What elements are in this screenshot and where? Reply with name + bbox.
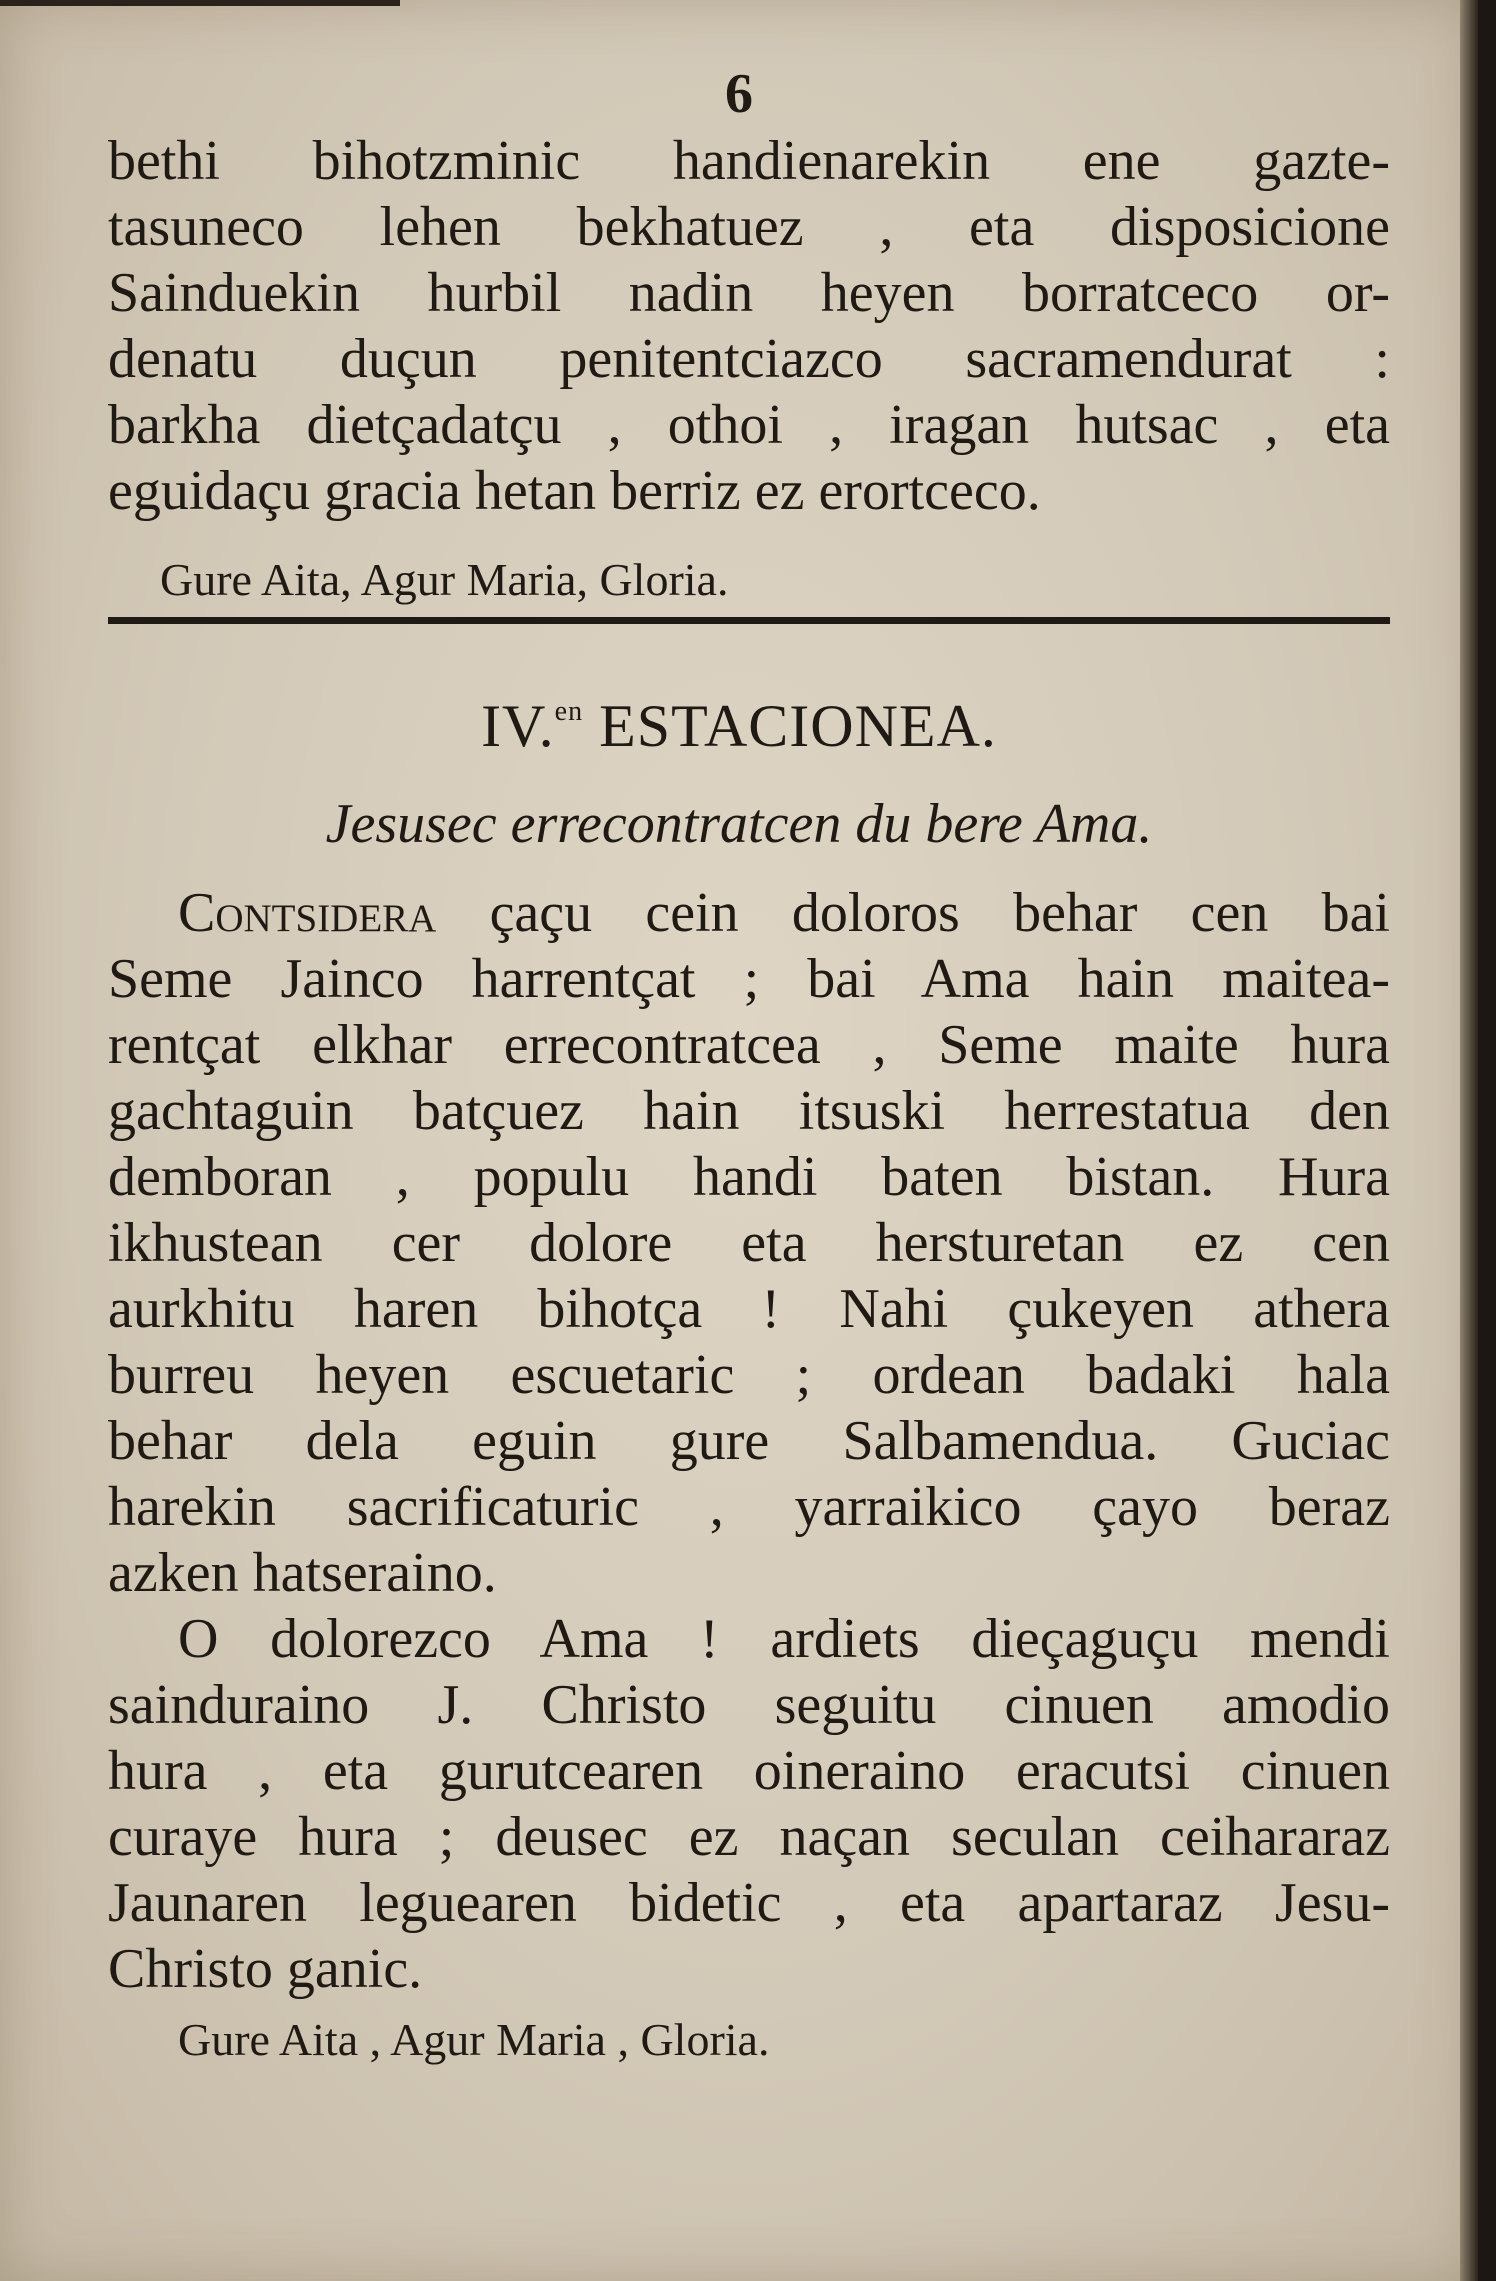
text-line: harekin sacrificaturic , yarraikico çayo beraz xyxy=(108,1476,1390,1538)
text-line: burreu heyen escuetaric ; ordean badaki hala xyxy=(108,1344,1390,1406)
text-line: hura , eta gurutcearen oineraino eracutsi cinuen xyxy=(108,1740,1390,1802)
text-line: barkha dietçadatçu , othoi , iragan hutsac , eta xyxy=(108,394,1390,456)
prayer-line: Gure Aita, Agur Maria, Gloria. xyxy=(160,554,729,605)
text-line xyxy=(108,880,1390,946)
text-line: rentçat elkhar errecontratcea , Seme maite hura xyxy=(108,1014,1390,1076)
text-line: eguidaçu gracia hetan berriz ez erortceco. xyxy=(108,460,1041,522)
first-line-rest: çaçu cein doloros behar cen bai xyxy=(489,882,1390,944)
text-line: bethi bihotzminic handienarekin ene gazte- xyxy=(108,130,1390,192)
text-line: Seme Jainco harrentçat ; bai Ama hain maitea- xyxy=(108,948,1390,1010)
text-line: Jaunaren leguearen bidetic , eta apartaraz Jesu- xyxy=(108,1872,1390,1934)
station-subtitle: Jesusec errecontratcen du bere Ama. xyxy=(325,793,1153,855)
text-line: ikhustean cer dolore eta hersturetan ez cen xyxy=(108,1212,1390,1274)
previous-prayer xyxy=(160,550,1442,610)
text-line: tasuneco lehen bekhatuez , eta disposicione xyxy=(108,196,1390,258)
text-line: Sainduekin hurbil nadin heyen borratceco or- xyxy=(108,262,1390,324)
page-number: 6 xyxy=(725,63,753,125)
text-line: demboran , populu handi baten bistan. Hura xyxy=(108,1146,1390,1208)
prayer-line: Gure Aita , Agur Maria , Gloria. xyxy=(178,2014,770,2065)
meditation-text xyxy=(108,880,1390,1606)
text-line: Christo ganic. xyxy=(108,1938,423,2000)
text-line: denatu duçun penitentciazco sacramendurat : xyxy=(108,328,1390,390)
first-word: Contsidera xyxy=(178,882,437,944)
station-title xyxy=(0,692,1478,761)
section-divider xyxy=(108,617,1390,624)
closing-prayer xyxy=(178,2010,1460,2070)
text-line: behar dela eguin gure Salbamendua. Guciac xyxy=(108,1410,1390,1472)
text-line: azken hatseraino. xyxy=(108,1542,497,1604)
top-edge-rule xyxy=(0,0,400,6)
page-edge xyxy=(1460,0,1478,2281)
text-line: gachtaguin batçuez hain itsuski herrestatua den xyxy=(108,1080,1390,1142)
station-heading: ESTACIONEA. xyxy=(599,693,997,759)
previous-section-text xyxy=(108,128,1390,524)
text-line: O dolorezco Ama ! ardiets dieçaguçu mendi xyxy=(178,1608,1390,1670)
station-prayer-text xyxy=(108,1606,1390,2002)
station-numeral: IV. xyxy=(481,693,555,759)
station-suffix: en xyxy=(554,696,584,727)
text-line: sainduraino J. Christo seguitu cinuen amodio xyxy=(108,1674,1390,1736)
text-line: aurkhitu haren bihotça ! Nahi çukeyen athera xyxy=(108,1278,1390,1340)
text-line: curaye hura ; deusec ez naçan seculan ceihararaz xyxy=(108,1806,1390,1868)
